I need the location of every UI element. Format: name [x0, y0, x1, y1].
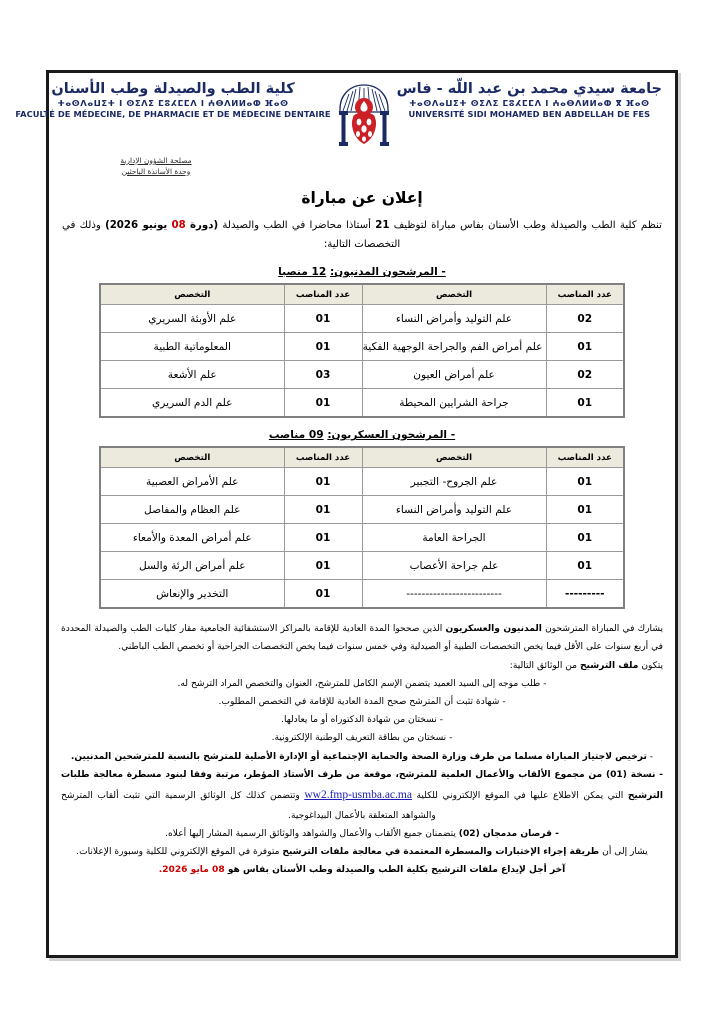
cell-count-left: 01: [546, 552, 624, 580]
notice-b: متوفرة في الموقع الإلكتروني للكلية وسبورة الإعلانات.: [76, 847, 280, 858]
list-item-authorization: [61, 748, 663, 766]
university-name-arabic: جامعة سيدي محمد بن عبد اللّه - فاس: [396, 81, 662, 97]
table-header-row: [100, 447, 624, 468]
col-count-left: عدد المناصب: [546, 284, 624, 305]
university-name-french: UNIVERSITÉ SIDI MOHAMED BEN ABDELLAH DE FES: [408, 109, 651, 120]
cell-spec-right: علم الأشعة: [100, 361, 284, 389]
eligibility-paragraph: [61, 620, 663, 656]
cell-spec-left: علم أمراض العيون: [362, 361, 546, 389]
list-item: - طلب موجه إلى السيد العميد يتضمن الإسم الكامل للمترشح، العنوان والتخصص المراد الترشح له.: [177, 678, 547, 689]
list-item-scientific-works: [61, 766, 663, 825]
section-title-military: [58, 429, 666, 441]
required-documents-list: [58, 675, 666, 844]
intro-session-rest: يونيو 2026): [105, 220, 168, 232]
cell-count-left: 01: [546, 468, 624, 496]
cell-count-right: 01: [284, 580, 362, 609]
cell-spec-left: علم الجروح- التجبير: [362, 468, 546, 496]
cell-count-right: 01: [284, 468, 362, 496]
section-label-military: - المرشحون العسكريون:: [327, 429, 456, 442]
cds-bold: - قرصان مدمجان (02): [458, 829, 559, 840]
cell-count-left: 01: [546, 333, 624, 361]
cell-count-left: 01: [546, 389, 624, 418]
intro-session-day: 08: [171, 220, 186, 232]
col-spec-right: التخصص: [100, 447, 284, 468]
cell-spec-right: علم أمراض المعدة والأمعاء: [100, 524, 284, 552]
cell-spec-right: علم أمراض الرئة والسل: [100, 552, 284, 580]
cell-count-left: 01: [546, 496, 624, 524]
cell-count-right: 01: [284, 389, 362, 418]
letterhead: [15, 80, 666, 154]
scientific-works-bold: - نسخة (01) من مجموع الألقاب والأعمال العلمية للمترشح، موقعة من طرف الأستاذ المؤطر، مرتبة وفقا لبنود مسطرة معالجة طلبات الترشيح: [61, 769, 663, 801]
bullet-prefix: -: [646, 751, 654, 762]
cell-count-right: 01: [284, 552, 362, 580]
file-intro-a: يتكون: [641, 660, 663, 671]
faculty-name-french: FACULTÉ DE MÉDECINE, DE PHARMACIE ET DE MÉDECINE DENTAIRE: [15, 109, 331, 120]
faculty-name-tifinagh: ⵜⴰⵙⴷⴰⵡⵉⵜ ⵏ ⵙⵉⴷⵉ ⵎⵓⵃⵎⵎⴷ ⵏ ⵄⴱⴷⵍⵍⴰⵀ ⴼⴰⵙ: [57, 98, 289, 109]
table-row: [100, 496, 624, 524]
intro-part-2: أستاذا محاضرا في الطب والصيدلة: [222, 220, 371, 232]
list-item: - نسختان من بطاقة التعريف الوطنية الإلكترونية.: [271, 733, 453, 744]
file-intro-bold: ملف الترشيح: [579, 660, 639, 671]
table-military-posts: [99, 446, 625, 609]
cell-spec-left: -------------------------: [362, 580, 546, 609]
faculty-identity: [15, 82, 330, 119]
table-row: [100, 305, 624, 333]
cell-count-right: 01: [284, 524, 362, 552]
eligibility-section: [58, 620, 666, 675]
cell-spec-left: علم التوليد وأمراض النساء: [362, 496, 546, 524]
submission-deadline: [61, 861, 663, 879]
eligibility-text-a: يشارك في المباراة المترشحون: [545, 624, 663, 635]
page-title: إعلان عن مباراة: [301, 189, 423, 208]
table-header-row: [100, 284, 624, 305]
intro-post-count: 21: [375, 220, 390, 232]
table-row: [100, 524, 624, 552]
notice-bold: طريقة إجراء الإختبارات والمسطرة المعتمدة في معالجة ملفات الترشيح: [282, 847, 600, 858]
usmba-emblem: [333, 82, 395, 154]
col-spec-right: التخصص: [100, 284, 284, 305]
cell-spec-right: علم الدم السريري: [100, 389, 284, 418]
deadline-text: آخر أجل لإيداع ملفات الترشيح بكلية الطب والصيدلة وطب الأسنان بفاس هو: [227, 865, 566, 876]
section-posts-military: 09 مناصب: [268, 429, 324, 442]
cell-count-left: 02: [546, 305, 624, 333]
cell-spec-right: علم الأوبئة السريري: [100, 305, 284, 333]
cell-spec-left: جراحة الشرايين المحيطة: [362, 389, 546, 418]
cell-count-left: ---------: [546, 580, 624, 609]
cell-count-right: 01: [284, 333, 362, 361]
intro-part-1: تنظم كلية الطب والصيدلة وطب الأسنان بفاس مباراة لتوظيف: [393, 220, 662, 232]
table-row: [100, 333, 624, 361]
list-item-cds: [61, 825, 663, 843]
university-name-tifinagh: ⵜⴰⵙⴷⴰⵡⵉⵜ ⵙⵉⴷⵉ ⵎⵓⵃⵎⵎⴷ ⵏ ⵄⴰⴱⴷⵍⵍⴰⵀ ⴳ ⴼⴰⵙ: [409, 98, 650, 109]
cell-spec-left: الجراحة العامة: [362, 524, 546, 552]
table-row: [100, 580, 624, 609]
section-title-civilian: [58, 266, 666, 278]
col-count-right: عدد المناصب: [284, 284, 362, 305]
cds-rest: يتضمنان جميع الألقاب والأعمال والشواهد والوثائق الرسمية المشار إليها أعلاه.: [165, 829, 456, 840]
table-row: [100, 552, 624, 580]
cell-spec-left: علم التوليد وأمراض النساء: [362, 305, 546, 333]
intro-part-3: وذلك في التخصصات التالية:: [62, 220, 401, 251]
table-row: [100, 389, 624, 418]
authorization-text: ترخيص لاجتياز المباراة مسلما من طرف وزارة الصحة والحماية الإجتماعية أو الإدارة الأصلية للمترشح بالنسبة للمترشحين المدنيين.: [70, 751, 647, 762]
cell-spec-right: المعلوماتية الطبية: [100, 333, 284, 361]
cell-spec-left: علم أمراض الفم والجراحة الوجهية الفكية: [362, 333, 546, 361]
list-item: - نسختان من شهادة الدكتوراه أو ما يعادلها.: [281, 715, 443, 726]
eligibility-text-b: الذين صححوا المدة العادية للإقامة بالمراكز الاستشفائية الجامعية مقار كليات الطب والصيدلة المحددة في أربع سنوات على الأقل فيما يخص التخصصات الطبية أو الصيدلية وفي خمس سنوات فيما يخص التخصصات الجراحية أو تخصص الطب الباطني.: [61, 624, 663, 653]
procedure-notice-section: [58, 843, 666, 879]
cell-spec-left: علم جراحة الأعصاب: [362, 552, 546, 580]
intro-paragraph: [58, 217, 666, 255]
list-item: - شهادة تثبت أن المترشح صحح المدة العادية للإقامة في التخصص المطلوب.: [218, 696, 506, 707]
administrative-service-lines: [66, 156, 236, 177]
col-spec-left: التخصص: [362, 284, 546, 305]
col-count-left: عدد المناصب: [546, 447, 624, 468]
cell-count-right: 01: [284, 305, 362, 333]
university-identity: [397, 82, 662, 119]
scientific-works-mid: التي يمكن الاطلاع عليها في الموقع الإلكتروني للكلية: [416, 790, 624, 801]
intro-session-open: (دورة: [190, 220, 219, 232]
file-intro-paragraph: [61, 657, 663, 675]
document-page: [15, 70, 678, 958]
scientific-works-tail: وتتضمن كذلك كل الوثائق الرسمية التي تثبت ألقاب المترشح والشواهد المتعلقة بالأعمال البيداغوجية.: [61, 790, 436, 821]
service-line-2: وحدة الأساتذة الباحثين: [121, 166, 191, 176]
service-line-1: مصلحة الشؤون الإدارية: [120, 156, 192, 165]
page-content: [15, 73, 675, 955]
cell-spec-right: علم الأمراض العصبية: [100, 468, 284, 496]
table-civilian-posts: [99, 283, 625, 418]
table-row: [100, 361, 624, 389]
cell-count-right: 01: [284, 496, 362, 524]
cell-count-left: 01: [546, 524, 624, 552]
section-label-civilian: - المرشحون المدنيون:: [329, 266, 446, 279]
deadline-date: 08 مايو 2026.: [158, 865, 225, 876]
file-intro-b: من الوثائق التالية:: [509, 660, 578, 671]
procedure-notice: [61, 843, 663, 861]
section-posts-civilian: 12 منصبا: [278, 266, 327, 279]
col-spec-left: التخصص: [362, 447, 546, 468]
cell-count-right: 03: [284, 361, 362, 389]
col-count-right: عدد المناصب: [284, 447, 362, 468]
eligibility-candidates-bold: المدنيون والعسكريون: [445, 624, 542, 635]
table-row: [100, 468, 624, 496]
cell-spec-right: علم العظام والمفاصل: [100, 496, 284, 524]
cell-count-left: 02: [546, 361, 624, 389]
faculty-name-arabic: كلية الطب والصيدلة وطب الأسنان: [51, 81, 295, 97]
notice-a: يشار إلى أن: [602, 847, 648, 858]
cell-spec-right: التخدير والإنعاش: [100, 580, 284, 609]
faculty-website-link[interactable]: ww2.fmp-usmba.ac.ma: [304, 788, 412, 801]
